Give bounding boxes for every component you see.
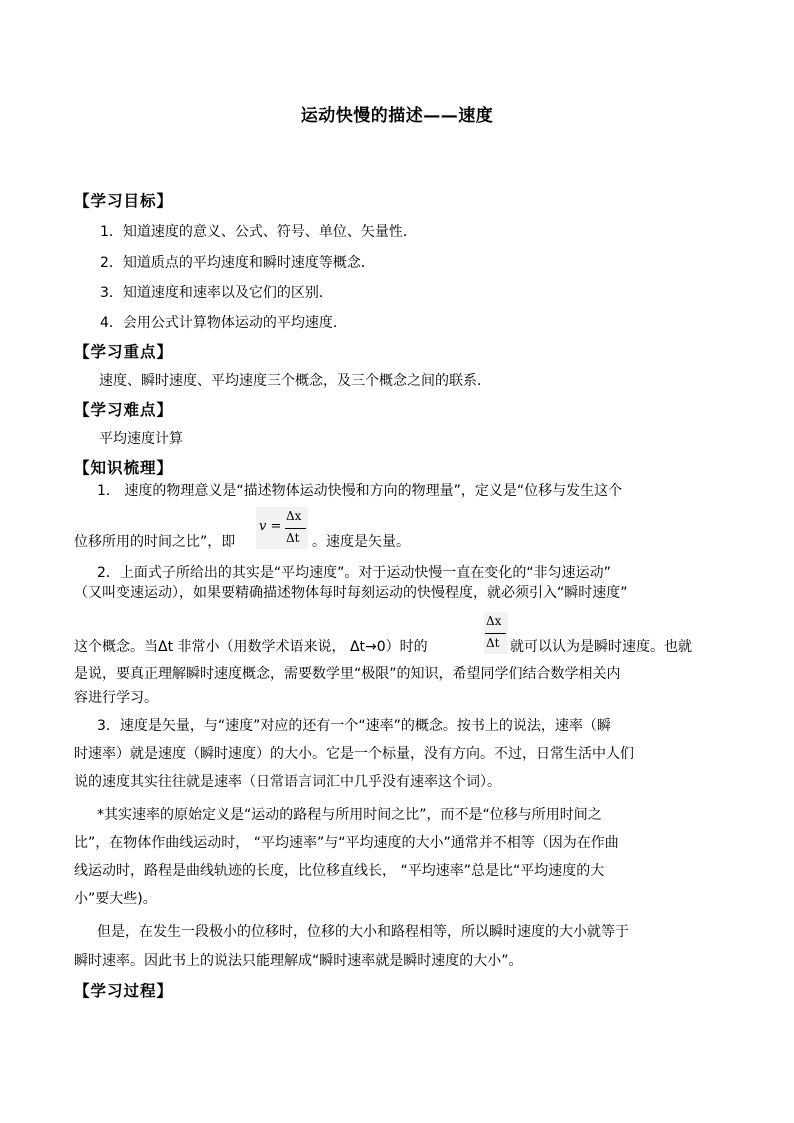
velocity-formula <box>256 507 308 549</box>
inline-fraction <box>484 612 508 654</box>
section-heading-difficulty: 【学习难点】 <box>74 401 174 419</box>
paragraph-3-line: 3．速度是矢量，与“速度”对应的还有一个“速率”的概念。按书上的说法，速率（瞬 <box>97 718 611 734</box>
section-heading-key: 【学习重点】 <box>74 343 174 361</box>
section-heading-goals: 【学习目标】 <box>74 192 174 210</box>
paragraph-5-line: 瞬时速率。因此书上的说法只能理解成“瞬时速率就是瞬时速度的大小”。 <box>74 953 523 969</box>
paragraph-2-line: （又叫变速运动），如果要精确描述物体每时每刻运动的快慢程度，就必须引入“瞬时速度” <box>74 585 628 601</box>
formula-denominator: Δt <box>286 531 300 545</box>
goal-item: 3．知道速度和速率以及它们的区别． <box>100 285 333 301</box>
formula-lhs: v = <box>259 519 282 534</box>
document-title: 运动快慢的描述——速度 <box>300 106 494 126</box>
paragraph-4-line: 比”，在物体作曲线运动时， “平均速率”与“平均速度的大小”通常并不相等（因为在作曲 <box>74 835 619 851</box>
paragraph-1-line: 位移所用的时间之比”，即 <box>74 534 236 550</box>
paragraph-1-line: 。速度是矢量。 <box>312 534 410 550</box>
section-heading-process: 【学习过程】 <box>74 982 174 1000</box>
paragraph-4-line: 小”要大些)。 <box>74 891 157 907</box>
key-points-text: 速度、瞬时速度、平均速度三个概念，及三个概念之间的联系． <box>99 373 491 389</box>
goal-item: 1．知道速度的意义、公式、符号、单位、矢量性． <box>100 224 417 240</box>
fraction-bar <box>285 528 306 529</box>
paragraph-2-line: 就可以认为是瞬时速度。也就 <box>510 639 692 655</box>
paragraph-3-line: 时速率）就是速度（瞬时速度）的大小。它是一个标量，没有方向。不过，日常生活中人们 <box>74 746 634 762</box>
paragraph-4-line: *其实速率的原始定义是“运动的路程与所用时间之比”，而不是“位移与所用时间之 <box>97 807 602 823</box>
fraction-numerator: Δx <box>486 614 502 628</box>
fraction-denominator: Δt <box>486 636 500 650</box>
paragraph-2-line: 这个概念。当Δt 非常小（用数学术语来说， Δt→0）时的 <box>74 639 428 655</box>
fraction-bar <box>485 633 506 634</box>
goal-item: 2．知道质点的平均速度和瞬时速度等概念． <box>100 255 375 271</box>
goal-item: 4．会用公式计算物体运动的平均速度． <box>100 315 347 331</box>
paragraph-5-line: 但是，在发生一段极小的位移时，位移的大小和路程相等，所以瞬时速度的大小就等于 <box>97 924 629 940</box>
paragraph-4-line: 线运动时，路程是曲线轨迹的长度，比位移直线长， “平均速率”总是比“平均速度的大 <box>74 863 605 879</box>
paragraph-2-line: 2．上面式子所给出的其实是“平均速度”。对于运动快慢一直在变化的“非匀速运动” <box>97 565 611 581</box>
paragraph-1-line: 1． 速度的物理意义是“描述物体运动快慢和方向的物理量”，定义是“位移与发生这个 <box>97 483 623 499</box>
paragraph-2-line: 容进行学习。 <box>74 690 158 706</box>
paragraph-2-line: 是说，要真正理解瞬时速度概念，需要数学里“极限”的知识，希望同学们结合数学相关内 <box>74 666 621 682</box>
section-heading-knowledge: 【知识梳理】 <box>74 459 174 477</box>
paragraph-3-line: 说的速度其实往往就是速率（日常语言词汇中几乎没有速率这个词）。 <box>74 774 501 790</box>
difficulty-text: 平均速度计算 <box>99 431 183 447</box>
formula-numerator: Δx <box>286 509 302 523</box>
